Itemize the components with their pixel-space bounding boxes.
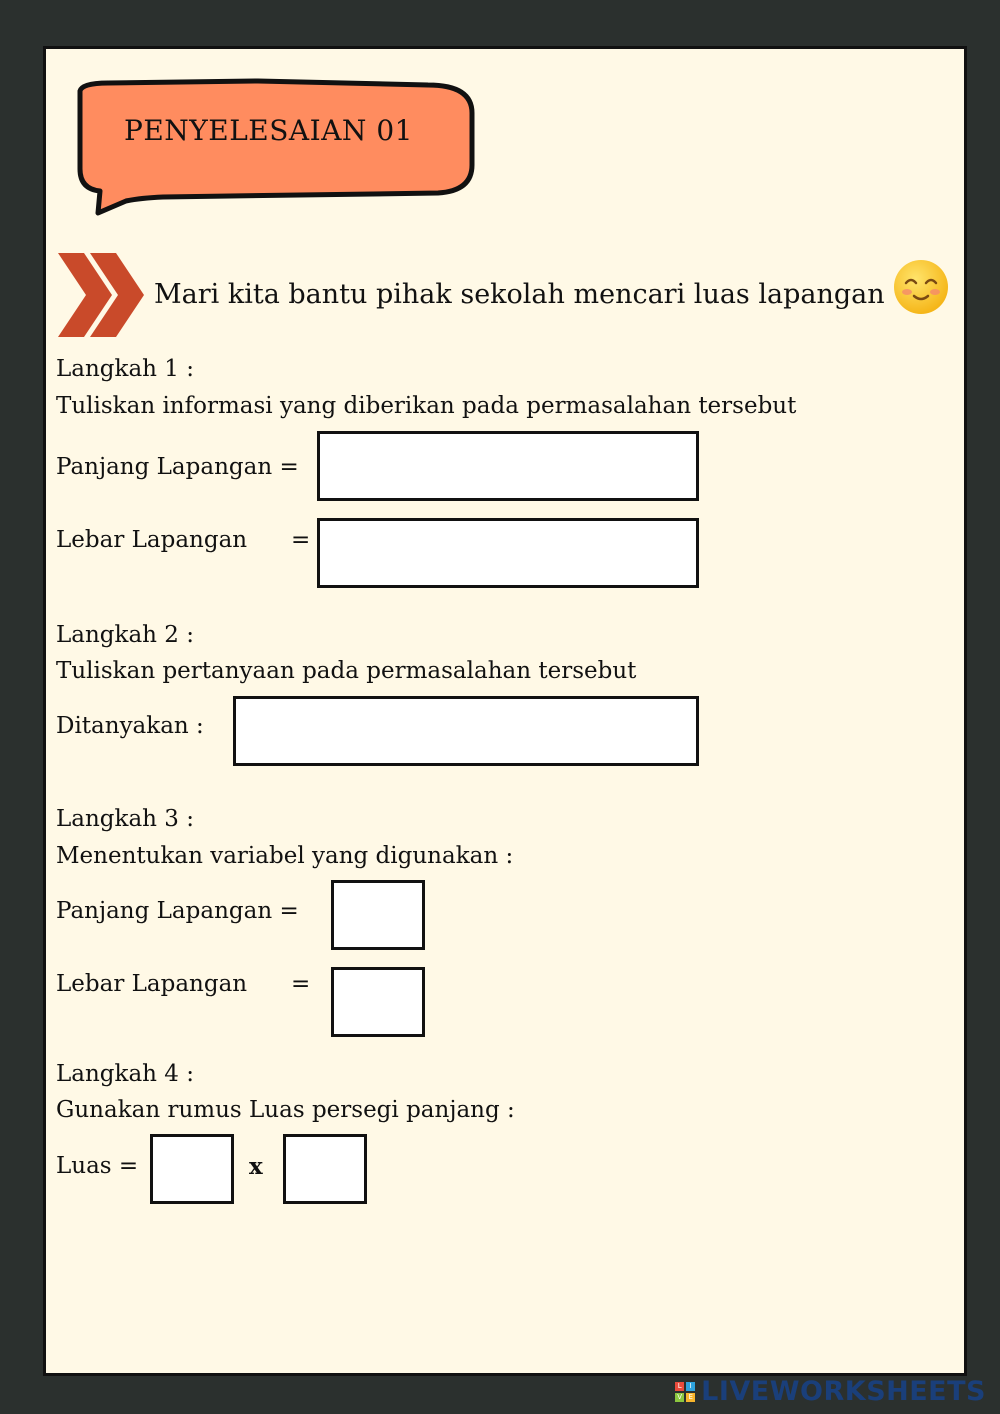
step2-ditanyakan-input[interactable]	[233, 696, 699, 766]
double-chevron-icon	[56, 251, 148, 339]
step3-instruction: Menentukan variabel yang digunakan :	[56, 843, 514, 869]
step1-instruction: Tuliskan informasi yang diberikan pada permasalahan tersebut	[56, 393, 797, 419]
step3-lebar-equals: =	[291, 971, 311, 997]
step3-heading: Langkah 3 :	[56, 806, 194, 832]
logo-grid-icon	[675, 1382, 695, 1402]
step3-lebar-label: Lebar Lapangan	[56, 971, 248, 997]
smiley-emoji-icon	[892, 258, 950, 316]
logo-brand-text: LIVEWORKSHEETS	[701, 1376, 986, 1407]
logo-letter: L	[675, 1382, 684, 1391]
step1-panjang-label: Panjang Lapangan =	[56, 454, 299, 480]
intro-text: Mari kita bantu pihak sekolah mencari luas lapangan	[154, 279, 885, 310]
step3-panjang-label: Panjang Lapangan =	[56, 898, 299, 924]
step4-luas-factor1-input[interactable]	[150, 1134, 234, 1204]
step2-instruction: Tuliskan pertanyaan pada permasalahan tersebut	[56, 658, 637, 684]
logo-letter: I	[686, 1382, 695, 1391]
step3-lebar-input[interactable]	[331, 967, 425, 1037]
step4-instruction: Gunakan rumus Luas persegi panjang :	[56, 1097, 515, 1123]
liveworksheets-logo	[675, 1378, 986, 1405]
step1-heading: Langkah 1 :	[56, 356, 194, 382]
logo-letter: V	[675, 1393, 684, 1402]
page-title: PENYELESAIAN 01	[124, 114, 413, 147]
step2-ditanyakan-label: Ditanyakan :	[56, 713, 204, 739]
step3-panjang-input[interactable]	[331, 880, 425, 950]
step1-lebar-input[interactable]	[317, 518, 699, 588]
step4-luas-factor2-input[interactable]	[283, 1134, 367, 1204]
step2-heading: Langkah 2 :	[56, 622, 194, 648]
step4-heading: Langkah 4 :	[56, 1061, 194, 1087]
worksheet-page	[43, 46, 967, 1376]
step1-panjang-input[interactable]	[317, 431, 699, 501]
step1-lebar-label: Lebar Lapangan	[56, 527, 248, 553]
logo-letter: E	[686, 1393, 695, 1402]
title-speech-bubble	[68, 73, 480, 243]
step4-times-sign: x	[249, 1153, 263, 1180]
step1-lebar-equals: =	[291, 527, 311, 553]
step4-luas-label: Luas =	[56, 1153, 139, 1179]
